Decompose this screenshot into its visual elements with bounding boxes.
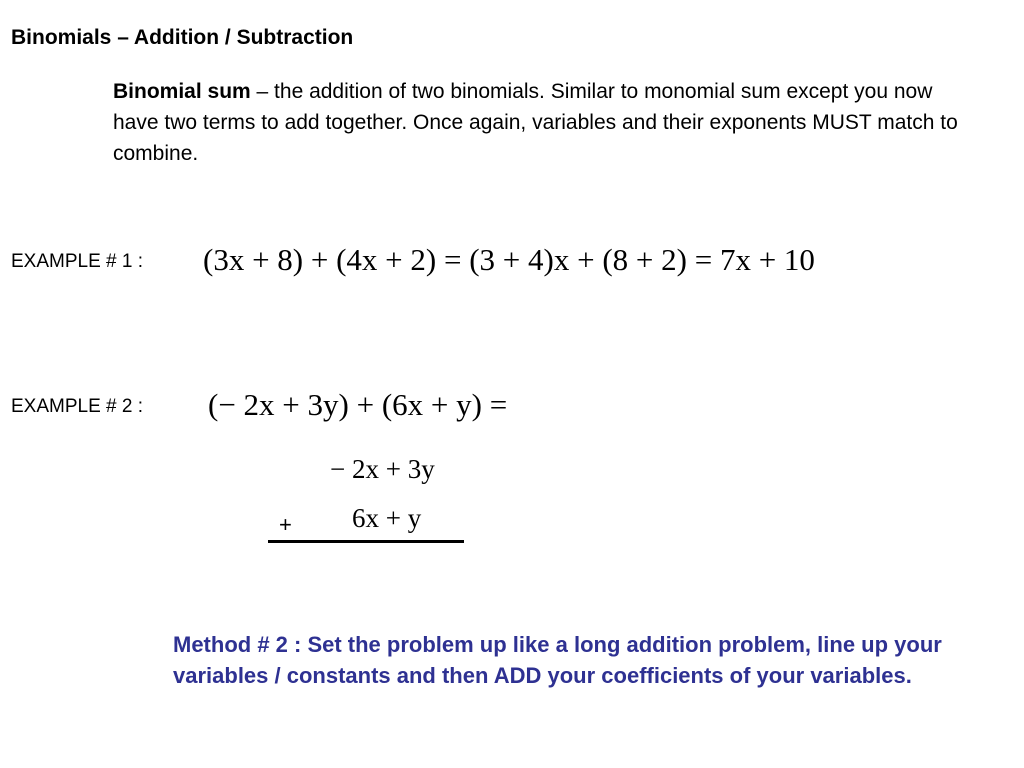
example-1-label: EXAMPLE # 1 :	[11, 251, 144, 272]
method-note: Method # 2 : Set the problem up like a long addition problem, line up your variables / constants and then ADD your coefficients of your variables.	[173, 632, 942, 688]
definition-text: – the addition of two binomials. Similar to monomial sum except you now have two terms to add together. Once again, variables and their exponents MUST match to combine.	[113, 80, 958, 165]
addition-row-2: 6x + y	[352, 503, 422, 533]
example-2-equation: (− 2x + 3y) + (6x + y) =	[208, 387, 508, 422]
definition-paragraph	[113, 76, 983, 169]
addition-row-1: − 2x + 3y	[330, 454, 435, 484]
slide-title: Binomials – Addition / Subtraction	[11, 26, 354, 49]
definition-term: Binomial sum	[113, 80, 251, 103]
sum-line	[268, 540, 464, 543]
example-2-label: EXAMPLE # 2 :	[11, 396, 144, 417]
example-1-equation: (3x + 8) + (4x + 2) = (3 + 4)x + (8 + 2) = 7x + 10	[203, 242, 815, 277]
addition-plus-sign: +	[279, 512, 292, 537]
